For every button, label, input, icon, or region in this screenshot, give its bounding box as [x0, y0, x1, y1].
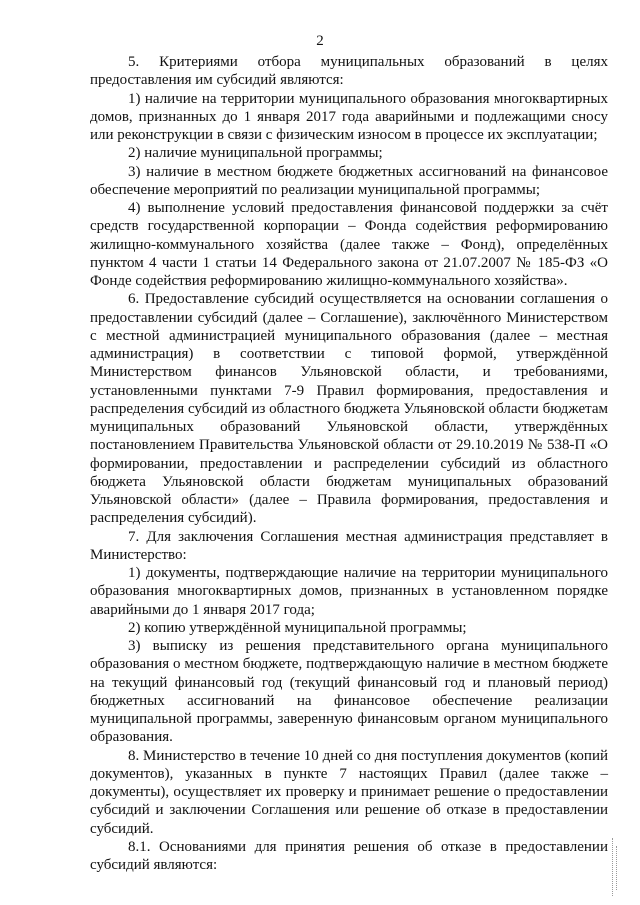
paragraph-7: 7. Для заключения Соглашения местная администрация представляет в Министерство: [90, 528, 608, 563]
paragraph-6: 6. Предоставление субсидий осуществляется на основании соглашения о предоставлении субсидий (далее – Соглашение), заключённого Министерством с местной администрацией муниципального образования (далее – местная администрация) в соответствии с типовой формой, утверждённой Министерством финансов Ульяновской области, и требованиями, установленными пунктами 7-9 Правил формирования, предоставления и распределения субсидий из областного бюджета Ульяновской области бюджетам муниципальных образований Ульяновской области, утверждённых постановлением Правительства Ульяновской области от 29.10.2019 № 538-П «О формировании, предоставлении и распределении субсидий из областного бюджета Ульяновской области бюджетам муниципальных образований Ульяновской области» (далее – Правила формирования, предоставления и распределения субсидий). [90, 291, 608, 527]
criterion-1: 1) наличие на территории муниципального образования многоквартирных домов, признанных до 1 января 2017 года аварийными и подлежащими сносу или реконструкции в связи с физическим износом в процессе их эксплуатации; [90, 90, 608, 143]
criterion-3: 3) наличие в местном бюджете бюджетных ассигнований на финансовое обеспечение мероприятий по реализации муниципальной программы; [90, 163, 608, 198]
document-item-2: 2) копию утверждённой муниципальной программы; [128, 619, 467, 636]
criterion-2: 2) наличие муниципальной программы; [128, 145, 383, 162]
document-item-3: 3) выписку из решения представительного органа муниципального образования о местном бюджете, подтверждающую наличие в местном бюджете на текущий финансовый год (текущий финансовый год и плановый период) бюджетных ассигнований на финансовое обеспечение реализации муниципальной программы, заверенную финансовым органом муниципального образования. [90, 638, 608, 746]
page-number: 2 [316, 33, 324, 49]
paragraph-5: 5. Критериями отбора муниципальных образований в целях предоставления им субсидий являются: [90, 54, 608, 89]
document-body [90, 53, 608, 874]
document-item-1: 1) документы, подтверждающие наличие на территории муниципального образования многоквартирных домов, признанных в установленном порядке аварийными до 1 января 2017 года; [90, 565, 608, 618]
paragraph-8: 8. Министерство в течение 10 дней со дня поступления документов (копий документов), указанных в пункте 7 настоящих Правил (далее также – документы), осуществляет их проверку и принимает решение о предоставлении субсидий и заключении Соглашения или решение об отказе в предоставлении субсидий. [90, 747, 608, 837]
scan-artifact-line [616, 846, 618, 890]
criterion-4: 4) выполнение условий предоставления финансовой поддержки за счёт средств государственной корпорации – Фонда содействия реформированию жилищно-коммунального хозяйства (далее также – Фонд), определённых пунктом 4 части 1 статьи 14 Федерального закона от 21.07.2007 № 185-ФЗ «О Фонде содействия реформированию жилищно-коммунального хозяйства». [90, 200, 608, 289]
scan-artifact-line [612, 838, 614, 896]
paragraph-8-1: 8.1. Основаниями для принятия решения об отказе в предоставлении субсидий являются: [90, 838, 608, 873]
